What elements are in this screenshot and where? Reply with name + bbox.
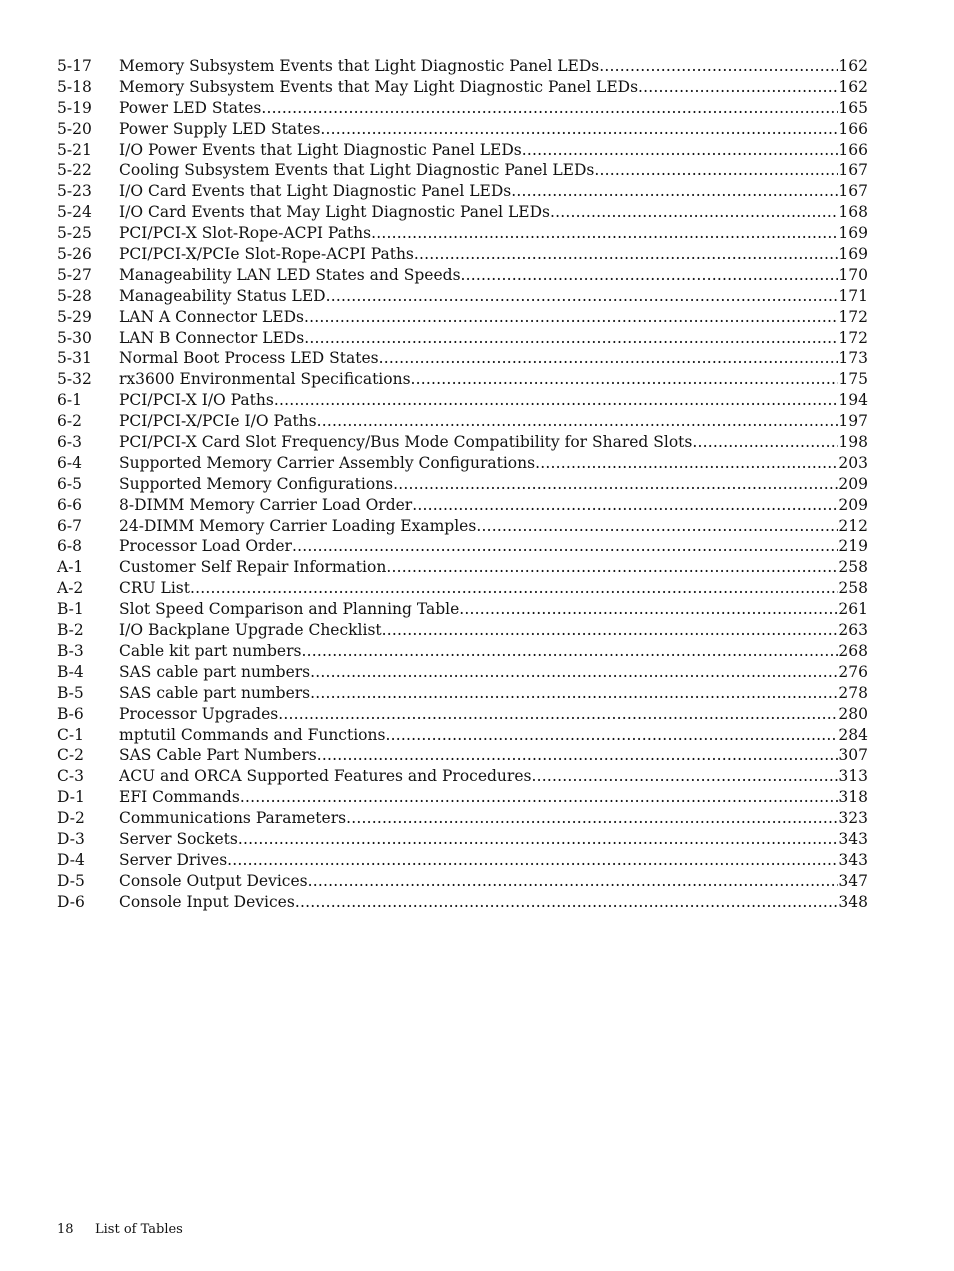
toc-entry-number: 5-29 [57, 307, 92, 326]
toc-entry[interactable] [57, 286, 868, 307]
toc-entry-number: 5-20 [57, 119, 92, 138]
toc-entry[interactable] [57, 578, 868, 599]
toc-entry-number: 5-24 [57, 203, 92, 222]
toc-entry-title-wrap [119, 286, 838, 307]
toc-entry-page[interactable]: 166 [838, 119, 868, 138]
toc-entry-number: 5-25 [57, 224, 92, 243]
toc-entry-page[interactable]: 219 [838, 537, 868, 556]
page-footer [57, 1222, 183, 1237]
toc-entry-title[interactable]: SAS cable part numbers [119, 683, 311, 702]
toc-entry[interactable] [57, 662, 868, 683]
dot-leader [594, 160, 838, 181]
toc-entry-title-wrap [119, 787, 838, 808]
toc-entry-title[interactable]: Customer Self Repair Information [119, 558, 387, 577]
toc-entry-page[interactable]: 212 [838, 516, 868, 535]
toc-entry-title[interactable]: 24-DIMM Memory Carrier Loading Examples [119, 516, 477, 535]
dot-leader [476, 516, 838, 537]
toc-entry-title[interactable]: Supported Memory Configurations [119, 474, 394, 493]
toc-entry[interactable] [57, 516, 868, 537]
dot-leader [346, 808, 838, 829]
dot-leader [320, 119, 838, 140]
toc-entry[interactable] [57, 390, 868, 411]
toc-entry-title-wrap [119, 766, 838, 787]
toc-entry[interactable] [57, 328, 868, 349]
toc-entry[interactable] [57, 432, 868, 453]
toc-entry-number: 6-2 [57, 412, 82, 431]
toc-entry-title-wrap [119, 871, 838, 892]
dot-leader [379, 348, 839, 369]
toc-entry-title-wrap [119, 641, 838, 662]
toc-entry-title[interactable]: mptutil Commands and Functions [119, 725, 386, 744]
toc-entry[interactable] [57, 348, 868, 369]
toc-entry-title[interactable]: Console Input Devices [119, 892, 295, 911]
toc-entry-number: D-2 [57, 809, 85, 828]
toc-entry-page[interactable]: 307 [838, 746, 868, 765]
dot-leader [308, 871, 839, 892]
toc-entry-page[interactable]: 169 [838, 224, 868, 243]
toc-entry-page[interactable]: 276 [838, 662, 868, 681]
toc-entry-number: B-1 [57, 600, 84, 619]
toc-entry[interactable] [57, 453, 868, 474]
toc-entry-page[interactable]: 318 [838, 788, 868, 807]
toc-entry-number: D-4 [57, 850, 85, 869]
dot-leader [238, 829, 839, 850]
toc-entry-page[interactable]: 167 [838, 161, 868, 180]
toc-entry-number: D-6 [57, 892, 85, 911]
toc-entry-page[interactable]: 169 [838, 245, 868, 264]
toc-entry-title-wrap [119, 328, 838, 349]
toc-entry-title-wrap [119, 432, 838, 453]
toc-entry[interactable] [57, 787, 868, 808]
toc-entry-title-wrap [119, 495, 838, 516]
toc-entry-title[interactable]: Power LED States [119, 98, 262, 117]
toc-entry-number: A-2 [57, 579, 84, 598]
toc-entry-page[interactable]: 268 [838, 641, 868, 660]
toc-entry-page[interactable]: 162 [838, 57, 868, 75]
toc-entry-title-wrap [119, 453, 838, 474]
toc-entry-title[interactable]: PCI/PCI-X/PCIe Slot-Rope-ACPI Paths [119, 245, 414, 264]
toc-entry-number: A-1 [57, 558, 84, 577]
dot-leader [317, 411, 839, 432]
toc-entry-page[interactable]: 343 [838, 829, 868, 848]
dot-leader [301, 641, 838, 662]
toc-entry-number: 6-8 [57, 537, 82, 556]
toc-entry-page[interactable]: 258 [838, 579, 868, 598]
toc-entry-number: C-2 [57, 746, 84, 765]
toc-entry-title-wrap [119, 516, 838, 537]
toc-entry-title[interactable]: 8-DIMM Memory Carrier Load Order [119, 495, 413, 514]
toc-entry-number: 6-6 [57, 495, 82, 514]
toc-entry-page[interactable]: 168 [838, 203, 868, 222]
toc-entry[interactable] [57, 77, 868, 98]
toc-entry[interactable] [57, 536, 868, 557]
toc-entry-title[interactable]: CRU List [119, 579, 190, 598]
dot-leader [304, 307, 838, 328]
toc-entry-title-wrap [119, 119, 838, 140]
dot-leader [599, 56, 838, 77]
toc-entry-title[interactable]: Manageability LAN LED States and Speeds [119, 265, 461, 284]
toc-entry[interactable] [57, 850, 868, 871]
toc-entry[interactable] [57, 808, 868, 829]
footer-page-number: 18 [57, 1222, 74, 1237]
dot-leader [393, 474, 838, 495]
toc-entry-number: B-3 [57, 641, 84, 660]
toc-entry-title-wrap [119, 745, 838, 766]
dot-leader [638, 77, 838, 98]
dot-leader [310, 662, 838, 683]
toc-entry-title-wrap [119, 599, 838, 620]
toc-entry[interactable] [57, 160, 868, 181]
list-of-tables [57, 56, 868, 913]
toc-entry-title[interactable]: Cooling Subsystem Events that Light Diagnostic Panel LEDs [119, 161, 595, 180]
toc-entry-title-wrap [119, 474, 838, 495]
dot-leader [411, 369, 839, 390]
dot-leader [227, 850, 838, 871]
toc-entry-title-wrap [119, 390, 838, 411]
dot-leader [274, 390, 839, 411]
toc-entry[interactable] [57, 223, 868, 244]
toc-entry-title[interactable]: Processor Upgrades [119, 704, 279, 723]
toc-entry[interactable] [57, 181, 868, 202]
toc-entry-number: B-4 [57, 662, 84, 681]
toc-entry-title-wrap [119, 98, 838, 119]
dot-leader [550, 202, 838, 223]
toc-entry-page[interactable]: 170 [838, 265, 868, 284]
toc-entry[interactable] [57, 641, 868, 662]
toc-entry-title-wrap [119, 557, 838, 578]
toc-entry-number: 5-19 [57, 98, 92, 117]
toc-entry-title[interactable]: PCI/PCI-X Slot-Rope-ACPI Paths [119, 224, 372, 243]
toc-entry-title-wrap [119, 536, 838, 557]
dot-leader [414, 244, 839, 265]
toc-entry-title-wrap [119, 662, 838, 683]
toc-entry-page[interactable]: 280 [838, 704, 868, 723]
dot-leader [261, 98, 838, 119]
toc-entry-number: 5-22 [57, 161, 92, 180]
toc-entry[interactable] [57, 474, 868, 495]
toc-entry-page[interactable]: 261 [838, 600, 868, 619]
toc-entry-title[interactable]: Supported Memory Carrier Assembly Configurations [119, 453, 536, 472]
toc-entry-title-wrap [119, 411, 838, 432]
toc-entry-number: 6-7 [57, 516, 82, 535]
toc-entry-title[interactable]: ACU and ORCA Supported Features and Procedures [119, 767, 532, 786]
toc-entry-title-wrap [119, 202, 838, 223]
toc-entry-title-wrap [119, 56, 838, 77]
toc-entry-title[interactable]: rx3600 Environmental Specifications [119, 370, 411, 389]
toc-entry-page[interactable]: 165 [838, 98, 868, 117]
toc-entry-page[interactable]: 258 [838, 558, 868, 577]
toc-entry-title[interactable]: LAN A Connector LEDs [119, 307, 304, 326]
toc-entry-page[interactable]: 162 [838, 77, 868, 96]
dot-leader [278, 704, 838, 725]
dot-leader [317, 745, 839, 766]
dot-leader [326, 286, 839, 307]
toc-entry-page[interactable]: 343 [838, 850, 868, 869]
toc-entry-title[interactable]: PCI/PCI-X Card Slot Frequency/Bus Mode Compatibility for Shared Slots [119, 433, 693, 452]
toc-entry[interactable] [57, 829, 868, 850]
dot-leader [386, 557, 838, 578]
dot-leader [295, 892, 839, 913]
toc-entry-title-wrap [119, 850, 838, 871]
toc-entry-number: 5-28 [57, 286, 92, 305]
toc-entry-page[interactable]: 171 [838, 286, 868, 305]
toc-entry[interactable] [57, 495, 868, 516]
toc-entry-title-wrap [119, 725, 838, 746]
toc-entry-number: 5-30 [57, 328, 92, 347]
dot-leader [310, 683, 838, 704]
toc-entry[interactable] [57, 599, 868, 620]
dot-leader [461, 265, 839, 286]
toc-entry-title[interactable]: SAS cable part numbers [119, 662, 311, 681]
toc-entry-title-wrap [119, 369, 838, 390]
toc-entry-title[interactable]: I/O Card Events that May Light Diagnostic Panel LEDs [119, 203, 551, 222]
dot-leader [522, 140, 839, 161]
toc-entry[interactable] [57, 140, 868, 161]
toc-entry-page[interactable]: 194 [838, 391, 868, 410]
dot-leader [382, 620, 839, 641]
toc-entry-title-wrap [119, 181, 838, 202]
dot-leader [412, 495, 838, 516]
toc-entry-title-wrap [119, 829, 838, 850]
toc-entry-number: D-3 [57, 829, 85, 848]
toc-entry-title-wrap [119, 77, 838, 98]
toc-entry-title[interactable]: Communications Parameters [119, 809, 347, 828]
toc-entry-title[interactable]: Memory Subsystem Events that May Light Diagnostic Panel LEDs [119, 77, 639, 96]
toc-entry[interactable] [57, 369, 868, 390]
footer-section-title: List of Tables [95, 1222, 183, 1237]
toc-entry[interactable] [57, 704, 868, 725]
toc-entry[interactable] [57, 98, 868, 119]
toc-entry-title[interactable]: I/O Power Events that Light Diagnostic Panel LEDs [119, 140, 522, 159]
toc-entry-number: 5-21 [57, 140, 92, 159]
toc-entry-title[interactable]: Console Output Devices [119, 871, 308, 890]
toc-entry-title-wrap [119, 704, 838, 725]
toc-entry-title[interactable]: Manageability Status LED [119, 286, 326, 305]
dot-leader [535, 453, 838, 474]
toc-entry-page[interactable]: 203 [838, 453, 868, 472]
toc-entry-number: 5-27 [57, 265, 92, 284]
toc-entry-title[interactable]: EFI Commands [119, 788, 240, 807]
toc-entry-page[interactable]: 172 [838, 328, 868, 347]
toc-entry-number: 5-32 [57, 370, 92, 389]
toc-entry[interactable] [57, 683, 868, 704]
toc-entry-number: 5-26 [57, 245, 92, 264]
dot-leader [371, 223, 838, 244]
toc-entry-title[interactable]: Processor Load Order [119, 537, 292, 556]
dot-leader [240, 787, 839, 808]
toc-entry-title[interactable]: Memory Subsystem Events that Light Diagnostic Panel LEDs [119, 57, 600, 75]
toc-entry-number: 5-18 [57, 77, 92, 96]
toc-entry-page[interactable]: 284 [838, 725, 868, 744]
toc-entry-number: D-1 [57, 788, 85, 807]
toc-entry[interactable] [57, 745, 868, 766]
toc-entry-page[interactable]: 166 [838, 140, 868, 159]
toc-entry-title-wrap [119, 160, 838, 181]
toc-entry[interactable] [57, 620, 868, 641]
toc-entry-title[interactable]: SAS Cable Part Numbers [119, 746, 317, 765]
toc-entry-page[interactable]: 209 [838, 495, 868, 514]
toc-entry[interactable] [57, 411, 868, 432]
toc-entry-page[interactable]: 313 [838, 767, 868, 786]
toc-entry-number: B-2 [57, 621, 84, 640]
toc-entry-page[interactable]: 173 [838, 349, 868, 368]
toc-entry-title-wrap [119, 244, 838, 265]
toc-entry[interactable] [57, 119, 868, 140]
toc-entry-page[interactable]: 209 [838, 474, 868, 493]
toc-entry-title[interactable]: LAN B Connector LEDs [119, 328, 305, 347]
toc-entry-title-wrap [119, 620, 838, 641]
toc-entry-number: B-5 [57, 683, 84, 702]
toc-entry-title[interactable]: I/O Card Events that Light Diagnostic Panel LEDs [119, 182, 512, 201]
toc-entry[interactable] [57, 244, 868, 265]
toc-entry-title[interactable]: Cable kit part numbers [119, 641, 302, 660]
toc-entry-page[interactable]: 198 [838, 433, 868, 452]
toc-entry-title-wrap [119, 223, 838, 244]
toc-entry[interactable] [57, 202, 868, 223]
toc-entry-number: B-6 [57, 704, 84, 723]
dot-leader [531, 766, 838, 787]
toc-entry[interactable] [57, 557, 868, 578]
toc-entry-title[interactable]: PCI/PCI-X I/O Paths [119, 391, 274, 410]
dot-leader [459, 599, 838, 620]
toc-entry-number: 6-5 [57, 474, 82, 493]
toc-entry-title-wrap [119, 307, 838, 328]
toc-entry-title-wrap [119, 808, 838, 829]
toc-entry-page[interactable]: 172 [838, 307, 868, 326]
toc-entry-number: D-5 [57, 871, 85, 890]
dot-leader [511, 181, 838, 202]
toc-entry[interactable] [57, 265, 868, 286]
toc-entry[interactable] [57, 56, 868, 77]
toc-entry-number: 6-3 [57, 433, 82, 452]
toc-entry-title[interactable]: Server Sockets [119, 829, 238, 848]
toc-entry-page[interactable]: 278 [838, 683, 868, 702]
toc-entry-title-wrap [119, 140, 838, 161]
toc-entry-title[interactable]: Normal Boot Process LED States [119, 349, 379, 368]
toc-entry-number: 5-17 [57, 57, 92, 75]
toc-entry-title[interactable]: Slot Speed Comparison and Planning Table [119, 600, 460, 619]
toc-entry-number: 6-1 [57, 391, 82, 410]
toc-entry-page[interactable]: 323 [838, 809, 868, 828]
toc-entry-title-wrap [119, 578, 838, 599]
toc-entry-page[interactable]: 348 [838, 892, 868, 911]
toc-entry-title[interactable]: I/O Backplane Upgrade Checklist [119, 621, 382, 640]
toc-entry-number: 5-23 [57, 182, 92, 201]
toc-entry[interactable] [57, 892, 868, 913]
toc-entry[interactable] [57, 725, 868, 746]
toc-entry-number: C-3 [57, 767, 84, 786]
toc-entry-title-wrap [119, 348, 838, 369]
toc-entry-page[interactable]: 197 [838, 412, 868, 431]
toc-entry-page[interactable]: 347 [838, 871, 868, 890]
toc-entry-page[interactable]: 263 [838, 621, 868, 640]
dot-leader [385, 725, 838, 746]
dot-leader [304, 328, 838, 349]
toc-entry-title[interactable]: Power Supply LED States [119, 119, 321, 138]
toc-entry-number: 6-4 [57, 453, 82, 472]
toc-entry[interactable] [57, 766, 868, 787]
toc-entry-number: C-1 [57, 725, 84, 744]
toc-entry-title[interactable]: PCI/PCI-X/PCIe I/O Paths [119, 412, 317, 431]
toc-entry-page[interactable]: 175 [838, 370, 868, 389]
dot-leader [292, 536, 838, 557]
toc-entry[interactable] [57, 871, 868, 892]
dot-leader [190, 578, 838, 599]
toc-entry-number: 5-31 [57, 349, 92, 368]
toc-entry-page[interactable]: 167 [838, 182, 868, 201]
toc-entry[interactable] [57, 307, 868, 328]
toc-entry-title[interactable]: Server Drives [119, 850, 228, 869]
toc-entry-title-wrap [119, 892, 838, 913]
toc-entry-title-wrap [119, 265, 838, 286]
toc-entry-title-wrap [119, 683, 838, 704]
dot-leader [692, 432, 838, 453]
